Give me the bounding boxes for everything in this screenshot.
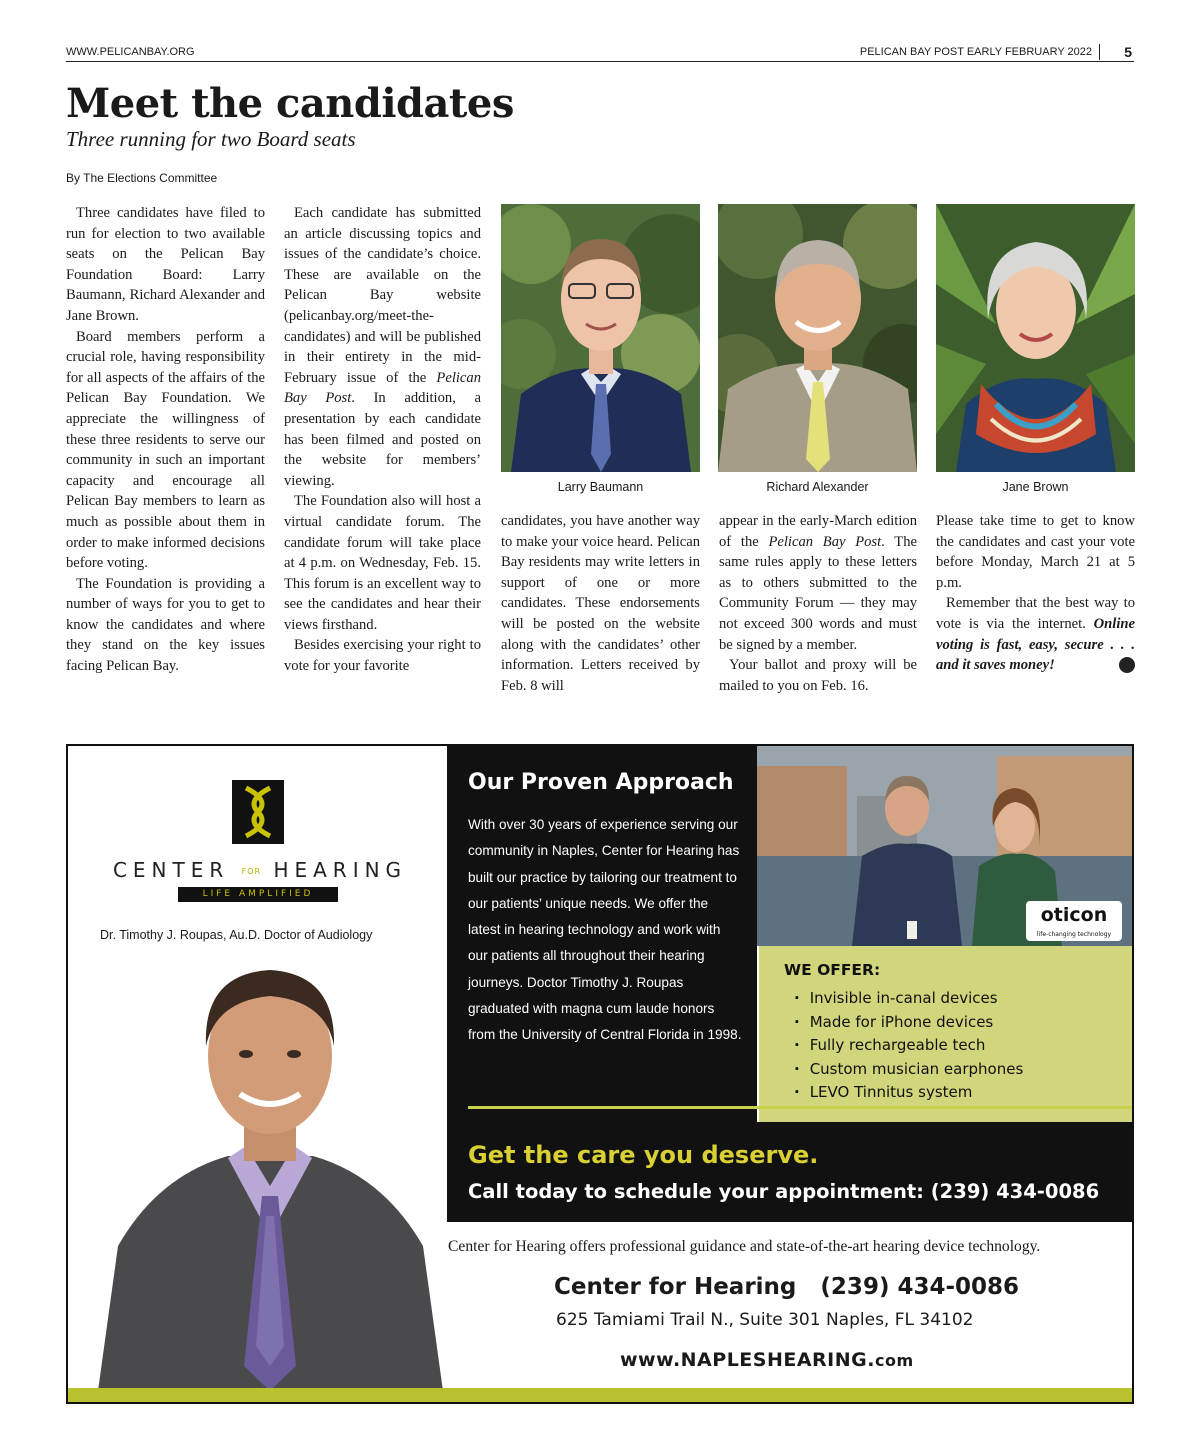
paragraph: The Foundation also will host a virtual candidate forum. The candidate forum will take place at 4 p.m. on Wednesday, Feb. 15. This forum is an excellent way to see the candidates and hear their views firsthand. — [284, 493, 481, 633]
paragraph: Each candidate has submitted an article discussing topics and issues of the candidate’s choice. These are available on the Pelican Bay website (pelicanbay.org/meet-the-candidates) and will be published in their entirety in the mid-February issue of the Pelican Bay Post. In addition, a presentation by each candidate has been filmed and posted on the website for members’ viewing. — [284, 205, 481, 489]
article-column-5 — [936, 511, 1135, 676]
candidate-caption: Jane Brown — [1002, 480, 1069, 494]
article-column-1 — [66, 203, 265, 677]
paragraph: The Foundation is providing a number of ways for you to get to know the candidates and where they stand on the key issues facing Pelican Bay. — [66, 575, 265, 675]
doctor-portrait — [98, 946, 443, 1391]
page-number: 5 — [1124, 44, 1132, 60]
article-title: Meet the candidates — [66, 80, 514, 127]
cta-phone-line[interactable]: Call today to schedule your appointment: (239) 434-0086 — [468, 1180, 1100, 1203]
website-link[interactable]: www.NAPLESHEARING.com — [620, 1349, 914, 1371]
guidance-text: Center for Hearing offers professional guidance and state-of-the-art hearing device technology. — [448, 1238, 1041, 1255]
list-item: · LEVO Tinnitus system — [794, 1081, 1023, 1105]
paragraph: Board members perform a crucial role, having responsibility for all aspects of the affairs of the Pelican Bay Foundation. We appreciate the willingness of these three residents to serve our community in such an important capacity and encourage all Pelican Bay members to learn as much as possible about them in order to make informed decisions before voting. — [66, 328, 265, 572]
article-column-3 — [501, 511, 700, 696]
bottom-accent-bar — [68, 1388, 1134, 1402]
paragraph: Besides exercising your right to vote for your favorite — [284, 637, 481, 675]
list-item: · Fully rechargeable tech — [794, 1034, 1023, 1058]
candidate-photo-brown — [936, 204, 1135, 472]
cta-panel — [447, 1122, 1134, 1222]
article-subtitle: Three running for two Board seats — [66, 127, 356, 151]
candidate-photo-alexander — [718, 204, 917, 472]
approach-body: With over 30 years of experience serving our community in Naples, Center for Hearing has built our practice by tailoring our treatment to our patients’ unique needs. We offer the latest in hearing technology and work with our patients all throughout their hearing journeys. Doctor Timothy J. Roupas graduated with magna cum laude honors from the University of Central Florida in 1998. — [468, 817, 742, 1043]
end-mark-icon — [1119, 657, 1135, 673]
list-item: · Custom musician earphones — [794, 1058, 1023, 1082]
brand-wordmark: CENTER FOR HEARING — [112, 858, 408, 882]
list-item: · Made for iPhone devices — [794, 1011, 1023, 1035]
hearing-advertisement — [66, 744, 1134, 1404]
publication-name: Pelican Bay Post — [284, 369, 481, 407]
voting-emphasis: Online voting is fast, easy, secure . . . and it saves money! — [936, 615, 1135, 674]
header-divider — [1099, 44, 1100, 60]
cta-headline: Get the care you deserve. — [468, 1141, 819, 1169]
paragraph: Three candidates have filed to run for election to two available seats on the Pelican Bay Foundation Board: Larry Baumann, Richard Alexander and Jane Brown. — [66, 205, 265, 324]
issue-label: PELICAN BAY POST EARLY FEBRUARY 2022 — [859, 46, 1092, 58]
brand-tagline: LIFE AMPLIFIED — [178, 887, 338, 902]
center-for-hearing-logo-icon — [232, 780, 284, 844]
byline: By The Elections Committee — [66, 171, 218, 185]
site-url[interactable]: WWW.PELICANBAY.ORG — [66, 46, 195, 58]
approach-title: Our Proven Approach — [468, 770, 734, 795]
list-item: · Invisible in-canal devices — [794, 987, 1023, 1011]
paragraph: appear in the early-March edition of the Pelican Bay Post. The same rules apply to these letters as to others submitted to the Community Forum — they may not exceed 300 words and must be signed by a member. — [719, 513, 917, 653]
business-phone[interactable]: (239) 434-0086 — [820, 1274, 1020, 1300]
paragraph: Your ballot and proxy will be mailed to you on Feb. 16. — [719, 657, 917, 694]
article-column-4 — [719, 511, 917, 696]
paragraph: candidates, you have another way to make your voice heard. Pelican Bay residents may write letters in support of one or more candidates. These endorsements will be posted on the website along with the candidates’ other information. Letters received by Feb. 8 will — [501, 513, 700, 694]
business-name-phone — [554, 1274, 1019, 1300]
candidate-photo-baumann — [501, 204, 700, 472]
candidate-caption: Larry Baumann — [557, 480, 644, 494]
business-name: Center for Hearing — [554, 1274, 797, 1300]
publication-name: Pelican Bay Post — [768, 533, 882, 550]
candidate-caption: Richard Alexander — [766, 480, 869, 494]
oticon-logo: oticon life-changing technology — [1026, 901, 1122, 941]
offer-title: WE OFFER: — [784, 961, 881, 979]
doctor-name: Dr. Timothy J. Roupas, Au.D. Doctor of Audiology — [100, 928, 373, 942]
accent-rule — [468, 1106, 1133, 1109]
running-header — [66, 44, 1134, 62]
paragraph: Remember that the best way to vote is via the internet. Online voting is fast, easy, secure . . . and it saves money! — [936, 595, 1135, 674]
paragraph: Please take time to get to know the candidates and cast your vote before Monday, March 21 at 5 p.m. — [936, 513, 1135, 591]
offer-list — [794, 987, 1023, 1105]
business-address: 625 Tamiami Trail N., Suite 301 Naples, FL 34102 — [556, 1310, 974, 1330]
article-column-2 — [284, 203, 481, 677]
